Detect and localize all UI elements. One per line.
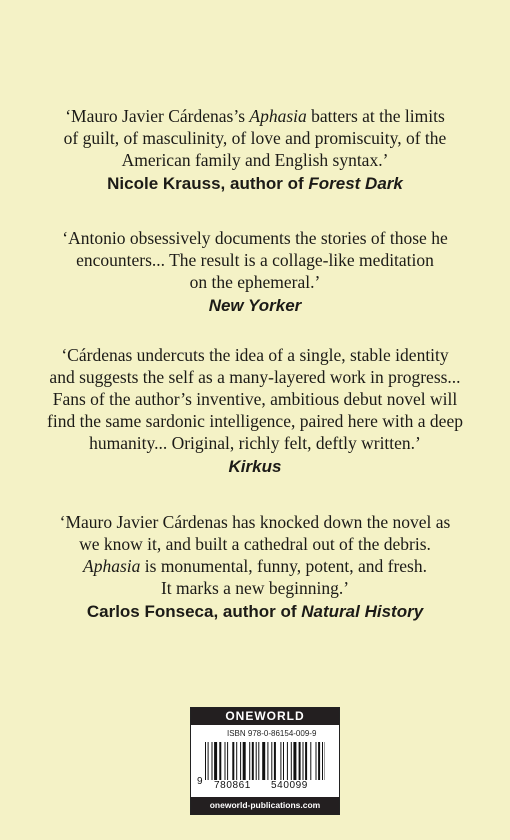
review-quote-1 (0, 105, 510, 195)
attribution-work: Forest Dark (308, 174, 403, 193)
review-quote-2 (0, 227, 510, 317)
quote-line: It marks a new beginning.’ (160, 578, 350, 598)
review-quote-4 (0, 511, 510, 623)
barcode-icon (205, 742, 325, 780)
barcode-digit-group-1: 780861 (214, 780, 251, 791)
quote-line: and suggests the self as a many-layered work in progress... (49, 367, 461, 387)
attribution-work: Natural History (301, 602, 424, 621)
attribution-work: Kirkus (228, 457, 282, 476)
quote-line: Aphasia is monumental, funny, potent, and fresh. (83, 556, 427, 576)
barcode-digit-group-2: 540099 (271, 780, 308, 791)
quote-line: we know it, and built a cathedral out of the debris. (79, 534, 431, 554)
attribution-author: Nicole Krauss, author of (107, 174, 309, 193)
quote-text (0, 511, 510, 599)
isbn-text: ISBN 978-0-86154-009-9 (227, 729, 317, 738)
quote-line: ‘Cárdenas undercuts the idea of a single, stable identity (61, 345, 449, 365)
review-quote-3 (0, 344, 510, 478)
quote-line: Fans of the author’s inventive, ambitious debut novel will (52, 389, 458, 409)
barcode-digit-first: 9 (197, 776, 203, 787)
quote-line: humanity... Original, richly felt, deftly written.’ (89, 433, 421, 453)
quote-attribution (0, 295, 510, 317)
quote-text (0, 105, 510, 171)
publisher-url: oneworld-publications.com (191, 797, 339, 814)
quote-attribution (0, 173, 510, 195)
quote-text (0, 344, 510, 454)
quote-line: on the ephemeral.’ (189, 272, 321, 292)
quote-line: ‘Mauro Javier Cárdenas’s Aphasia batters at the limits (65, 106, 445, 126)
quote-line: ‘Antonio obsessively documents the stories of those he (62, 228, 448, 248)
quote-line: of guilt, of masculinity, of love and promiscuity, of the (63, 128, 447, 148)
quote-attribution (0, 456, 510, 478)
barcode-panel (190, 707, 340, 815)
quote-text (0, 227, 510, 293)
attribution-work: New Yorker (208, 296, 302, 315)
quote-line: ‘Mauro Javier Cárdenas has knocked down the novel as (59, 512, 451, 532)
quote-line: find the same sardonic intelligence, paired here with a deep (47, 411, 463, 431)
publisher-logo: ONEWORLD (191, 708, 339, 725)
attribution-author: Carlos Fonseca, author of (86, 602, 302, 621)
quote-attribution (0, 601, 510, 623)
quote-line: American family and English syntax.’ (121, 150, 389, 170)
quote-line: encounters... The result is a collage-like meditation (76, 250, 434, 270)
